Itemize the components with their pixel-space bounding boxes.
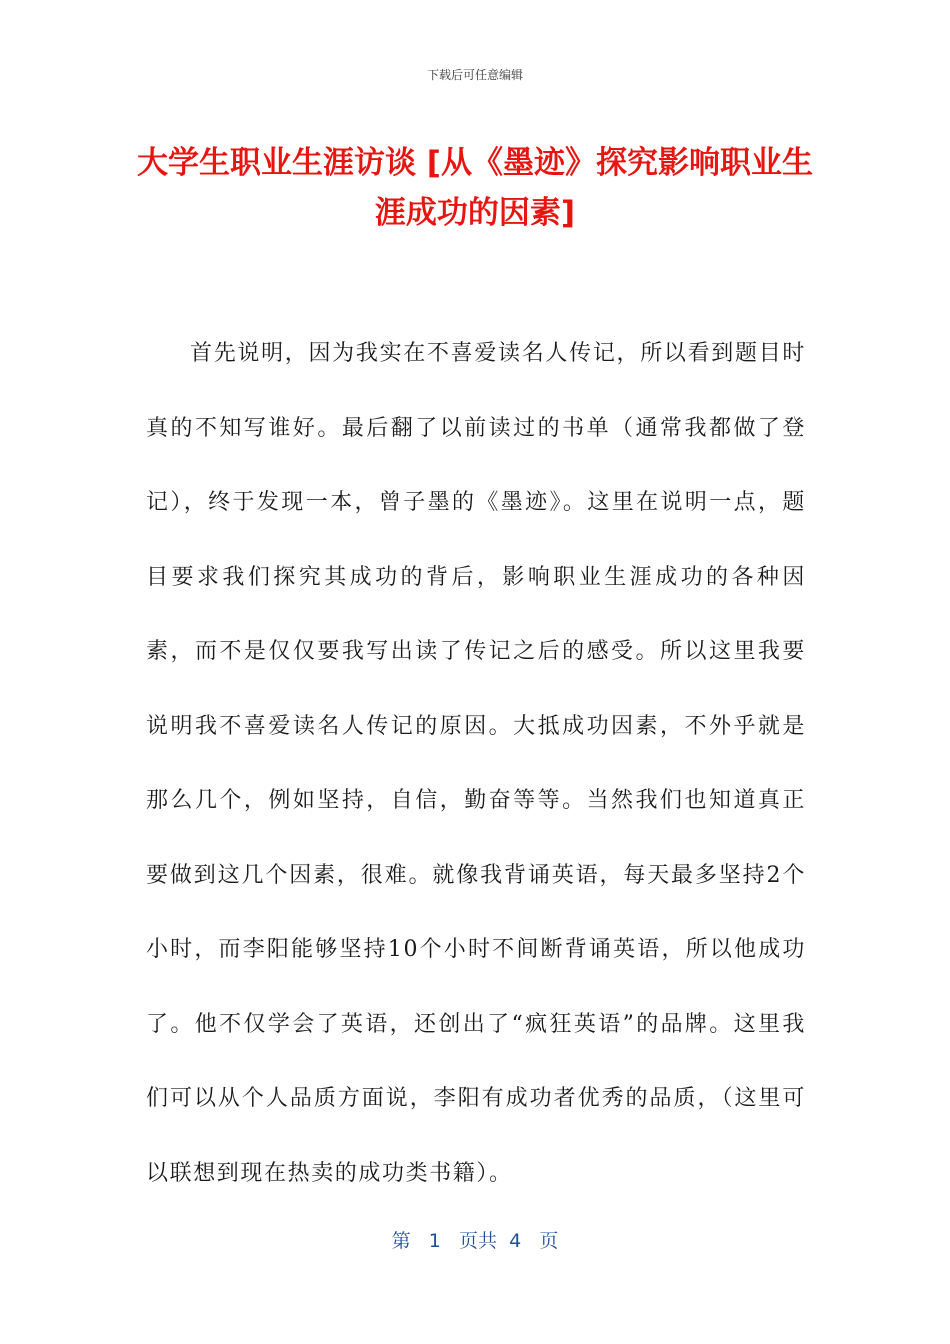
header-note: 下载后可任意编辑	[426, 68, 523, 82]
page-prefix: 第	[391, 1230, 411, 1252]
page-mid-label: 页共	[459, 1230, 498, 1252]
body-paragraph: 首先说明，因为我实在不喜爱读名人传记，所以看到题目时真的不知写谁好。最后翻了以前读过的书单（通常我都做了登记），终于发现一本，曾子墨的《墨迹》。这里在说明一点，题目要求我们探究其成功的背后，影响职业生涯成功的各种因素，而不是仅仅要我写出读了传记之后的感受。所以这里我要说明我不喜爱读名人传记的原因。大抵成功因素，不外乎就是那么几个，例如坚持，自信，勤奋等等。当然我们也知道真正要做到这几个因素，很难。就像我背诵英语，每天最多坚持2个小时，而李阳能够坚持10个小时不间断背诵英语，所以他成功了。他不仅学会了英语，还创出了“疯狂英语”的品牌。这里我们可以从个人品质方面说，李阳有成功者优秀的品质，（这里可以联想到现在热卖的成功类书籍）。	[146, 341, 806, 1186]
page-indicator	[0, 1226, 950, 1253]
current-page-number: 1	[428, 1230, 441, 1252]
total-page-count: 4	[509, 1230, 522, 1252]
document-title: 大学生职业生涯访谈 [从《墨迹》探究影响职业生涯成功的因素]	[137, 145, 813, 231]
page-suffix: 页	[539, 1230, 559, 1252]
